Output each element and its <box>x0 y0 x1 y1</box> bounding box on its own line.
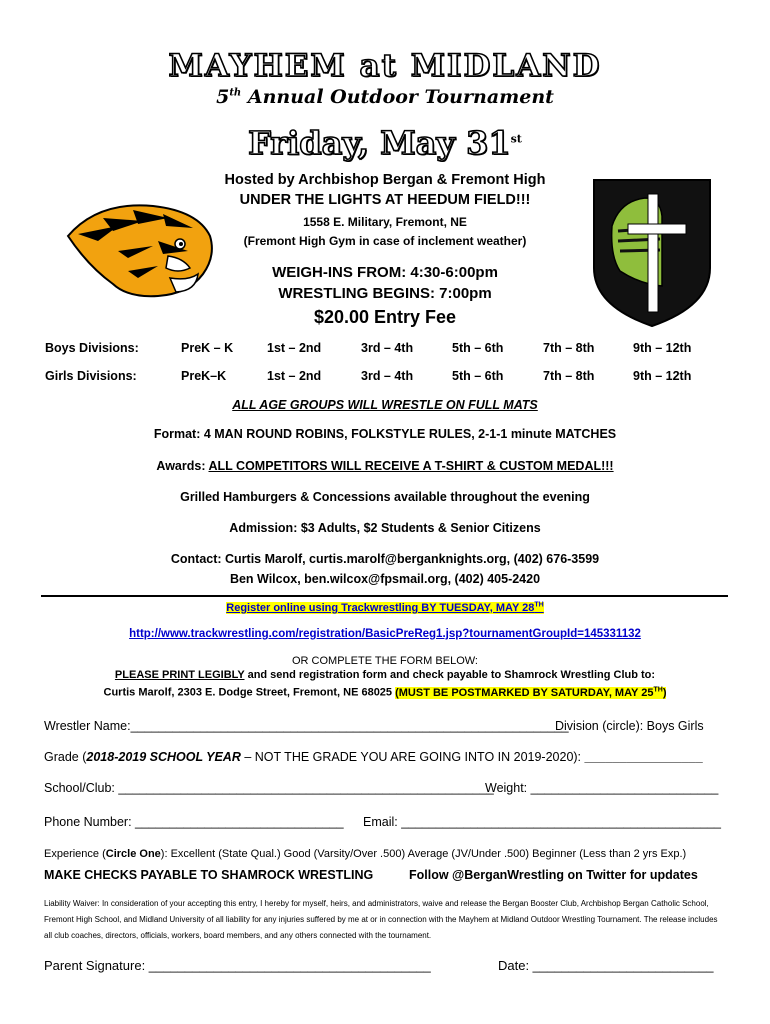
weather-note: (Fremont High Gym in case of inclement weather) <box>243 234 527 248</box>
girls-divisions-label: Girls Divisions: <box>45 369 137 383</box>
divider <box>41 595 728 597</box>
grade-blank: _________________ <box>584 750 703 764</box>
division-cell: 7th – 8th <box>543 369 595 383</box>
format-line: Format: 4 MAN ROUND ROBINS, FOLKSTYLE RULES, 2-1-1 minute MATCHES <box>153 427 617 441</box>
phone-field[interactable]: Phone Number: ______________________________ <box>44 815 344 829</box>
checks-payable: MAKE CHECKS PAYABLE TO SHAMROCK WRESTLING <box>44 868 374 882</box>
boys-divisions-row <box>45 341 745 359</box>
wrestling-begins: WRESTLING BEGINS: 7:00pm <box>278 285 492 302</box>
send-text: and send registration form and check payable to Shamrock Wrestling Club to: <box>244 669 656 681</box>
grade-pre: Grade ( <box>44 750 87 764</box>
address-line: 1558 E. Military, Fremont, NE <box>303 215 467 229</box>
register-online-label: Register online using Trackwrestling BY TUESDAY, MAY 28 <box>226 601 535 614</box>
division-cell: 5th – 6th <box>452 341 504 355</box>
grade-field[interactable] <box>44 750 703 764</box>
twitter-follow: Follow @BerganWrestling on Twitter for updates <box>409 868 698 882</box>
division-cell: 9th – 12th <box>633 341 692 355</box>
awards-line <box>0 459 770 473</box>
registration-url-link[interactable]: http://www.trackwrestling.com/registration/BasicPreReg1.jsp?tournamentGroupId=145331132 <box>129 628 641 640</box>
mail-address: Curtis Marolf, 2303 E. Dodge Street, Fremont, NE 68025 <box>103 686 396 699</box>
lights-line: UNDER THE LIGHTS AT HEEDUM FIELD!!! <box>239 192 531 208</box>
entry-fee: $20.00 Entry Fee <box>313 307 457 327</box>
event-date <box>0 124 770 162</box>
division-cell: 7th – 8th <box>543 341 595 355</box>
awards-text: ALL COMPETITORS WILL RECEIVE A T-SHIRT & CUSTOM MEDAL!!! <box>208 459 614 473</box>
contact-line-2: Ben Wilcox, ben.wilcox@fpsmail.org, (402) 405-2420 <box>229 572 541 586</box>
wrestler-name-field[interactable]: Wrestler Name:_______________________________________________________________ <box>44 719 569 733</box>
division-circle[interactable]: Division (circle): Boys Girls <box>555 719 704 733</box>
or-form-line: OR COMPLETE THE FORM BELOW: <box>291 655 478 667</box>
postmark-deadline <box>395 687 666 699</box>
grade-post: – NOT THE GRADE YOU ARE GOING INTO IN 2019-2020): <box>240 750 585 764</box>
experience-pre: Experience ( <box>44 848 106 860</box>
division-cell: 1st – 2nd <box>267 341 322 355</box>
awards-label: Awards: <box>156 459 209 473</box>
girls-divisions-row <box>45 369 745 387</box>
event-date-text: Friday, May 31 <box>248 124 511 162</box>
register-online-suffix: TH <box>534 601 544 608</box>
full-mats-note: ALL AGE GROUPS WILL WRESTLE ON FULL MATS <box>232 398 538 412</box>
division-cell: 9th – 12th <box>633 369 692 383</box>
liability-waiver: Liability Waiver: In consideration of your accepting this entry, I hereby for myself, heirs, and administrators, waive and release the Bergan Booster Club, Archbishop Bergan Catholic School, Fremont High School, and Midland University of all liability for any injuries suffered by me at or in connection with the Mayhem at Midland Outdoor Wrestling Tournament. The release includes all club coaches, directors, officials, workers, board members, and any others connected with the tournament. <box>44 899 718 940</box>
tournament-title: MAYHEM at MIDLAND <box>168 48 602 84</box>
postmark-text: (MUST BE POSTMARKED BY SATURDAY, MAY 25 <box>395 686 654 699</box>
weigh-ins: WEIGH-INS FROM: 4:30-6:00pm <box>272 264 498 281</box>
contact-line-1: Contact: Curtis Marolf, curtis.marolf@berganknights.org, (402) 676-3599 <box>170 552 600 566</box>
register-online <box>0 601 770 614</box>
subtitle-text: Annual Outdoor Tournament <box>247 86 554 108</box>
grade-year: 2018-2019 SCHOOL YEAR <box>86 750 241 764</box>
food-line: Grilled Hamburgers & Concessions available throughout the evening <box>180 490 590 504</box>
division-cell: 1st – 2nd <box>267 369 322 383</box>
tournament-subtitle <box>0 86 770 108</box>
host-line: Hosted by Archbishop Bergan & Fremont High <box>224 172 546 188</box>
mail-address-line <box>0 686 770 699</box>
parent-signature-field[interactable]: Parent Signature: _______________________________________ <box>44 958 431 973</box>
division-cell: 3rd – 4th <box>361 341 414 355</box>
subtitle-ordinal: 5 <box>216 86 230 108</box>
mail-instructions <box>0 669 770 681</box>
date-field[interactable]: Date: _________________________ <box>498 958 714 973</box>
admission-line: Admission: $3 Adults, $2 Students & Senior Citizens <box>229 521 541 535</box>
boys-divisions-label: Boys Divisions: <box>45 341 139 355</box>
weight-field[interactable]: Weight: ___________________________ <box>485 781 719 795</box>
email-field[interactable]: Email: ______________________________________________ <box>363 815 721 829</box>
experience-field[interactable] <box>44 848 686 860</box>
division-cell: 5th – 6th <box>452 369 504 383</box>
postmark-close: ) <box>662 686 667 699</box>
experience-circle-one: Circle One <box>105 848 161 860</box>
division-cell: PreK – K <box>181 341 234 355</box>
experience-options: ): Excellent (State Qual.) Good (Varsity/Over .500) Average (JV/Under .500) Beginner (Less than 2 yrs Exp.) <box>160 848 687 860</box>
school-club-field[interactable]: School/Club: ______________________________________________________ <box>44 781 494 795</box>
division-cell: 3rd – 4th <box>361 369 414 383</box>
print-legibly: PLEASE PRINT LEGIBLY <box>114 669 245 681</box>
event-date-suffix: st <box>510 132 522 146</box>
subtitle-ordinal-suffix: th <box>229 87 242 99</box>
postmark-suffix: TH <box>653 686 663 693</box>
division-cell: PreK–K <box>181 369 227 383</box>
register-online-text <box>226 602 543 614</box>
